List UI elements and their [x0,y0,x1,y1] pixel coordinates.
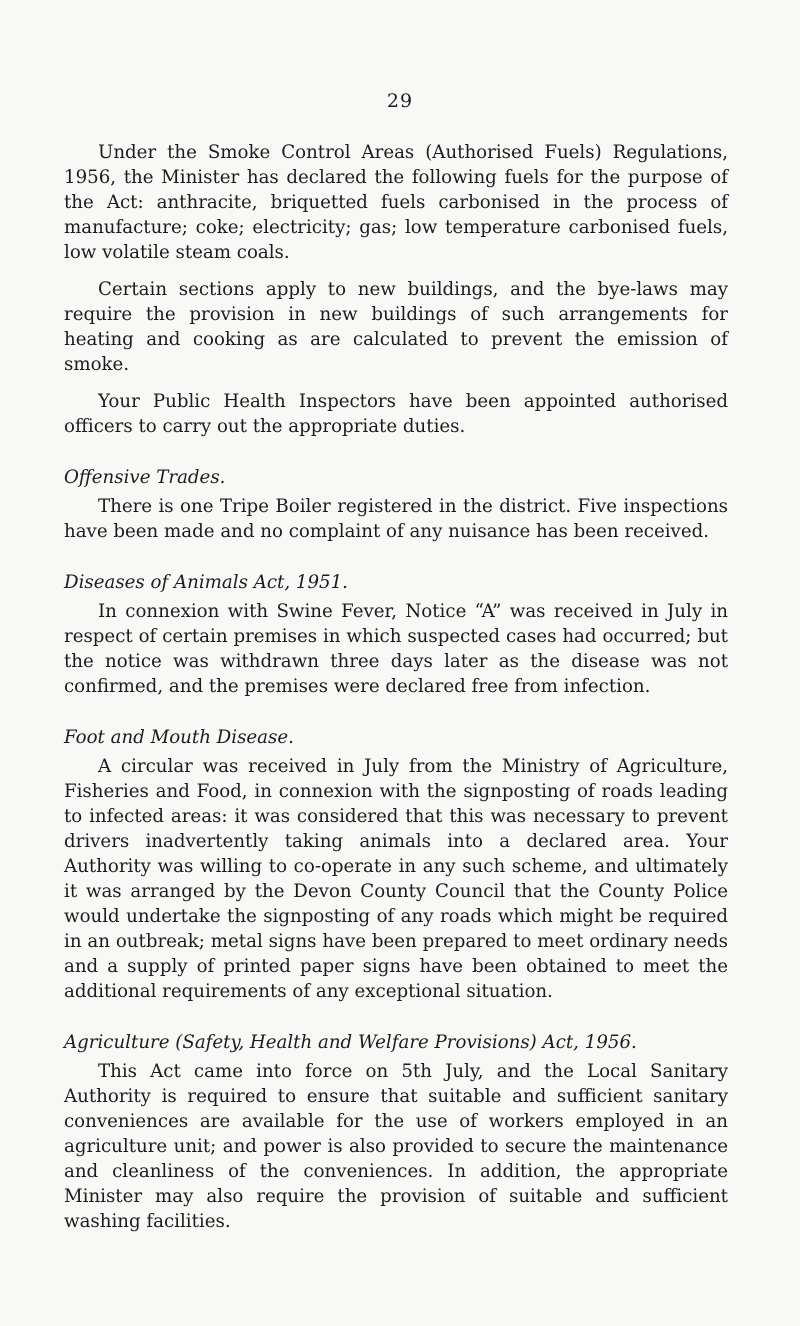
intro-paragraph-new-buildings: Certain sections apply to new buildings, and the bye-laws may require the provision in new buildings of such arrangements for heating and cooking as are calculated to prevent the emission of smoke. [64,279,728,375]
section-heading: Foot and Mouth Disease. [64,727,294,748]
section-heading: Diseases of Animals Act, 1951. [64,572,348,593]
section-body: A circular was received in July from the Ministry of Agriculture, Fisheries and Food, in connexion with the signposting of roads leading to infected areas: it was considered that this was necessary to prevent drivers inadvertently taking animals into a declared area. Your Authority was willing to co-operate in any such scheme, and ultimately it was arranged by the Devon County Council that the County Police would undertake the signposting of any roads which might be required in an outbreak; metal signs have been prepared to meet ordinary needs and a supply of printed paper signs have been obtained to meet the additional requirements of any exceptional situation. [64,756,728,1002]
section-diseases-of-animals [64,570,728,699]
page-number: 29 [386,90,414,112]
section-heading: Offensive Trades. [64,467,226,488]
section-foot-and-mouth [64,725,728,1004]
section-body: This Act came into force on 5th July, and the Local Sanitary Authority is required to ensure that suitable and sufficient sanitary conveniences are available for the use of workers employed in an agriculture unit; and power is also provided to secure the maintenance and cleanliness of the conveniences. In addition, the appropriate Minister may also require the provision of suitable and sufficient washing facilities. [64,1061,728,1232]
section-body: In connexion with Swine Fever, Notice “A” was received in July in respect of certain premises in which suspected cases had occurred; but the notice was withdrawn three days later as the disease was not confirmed, and the premises were declared free from infection. [64,601,728,697]
intro-paragraph-inspectors: Your Public Health Inspectors have been appointed authorised officers to carry out the appropriate duties. [64,391,728,437]
section-body: There is one Tripe Boiler registered in the district. Five inspections have been made and no complaint of any nuisance has been received. [64,496,728,542]
section-heading: Agriculture (Safety, Health and Welfare Provisions) Act, 1956. [64,1032,637,1053]
intro-paragraph-fuels: Under the Smoke Control Areas (Authorised Fuels) Regulations, 1956, the Minister has declared the following fuels for the purpose of the Act: anthracite, briquetted fuels carbonised in the process of manufacture; coke; electricity; gas; low temperature carbonised fuels, low volatile steam coals. [64,142,728,263]
page-body [64,140,728,1234]
section-agriculture-act [64,1030,728,1234]
section-offensive-trades [64,465,728,544]
